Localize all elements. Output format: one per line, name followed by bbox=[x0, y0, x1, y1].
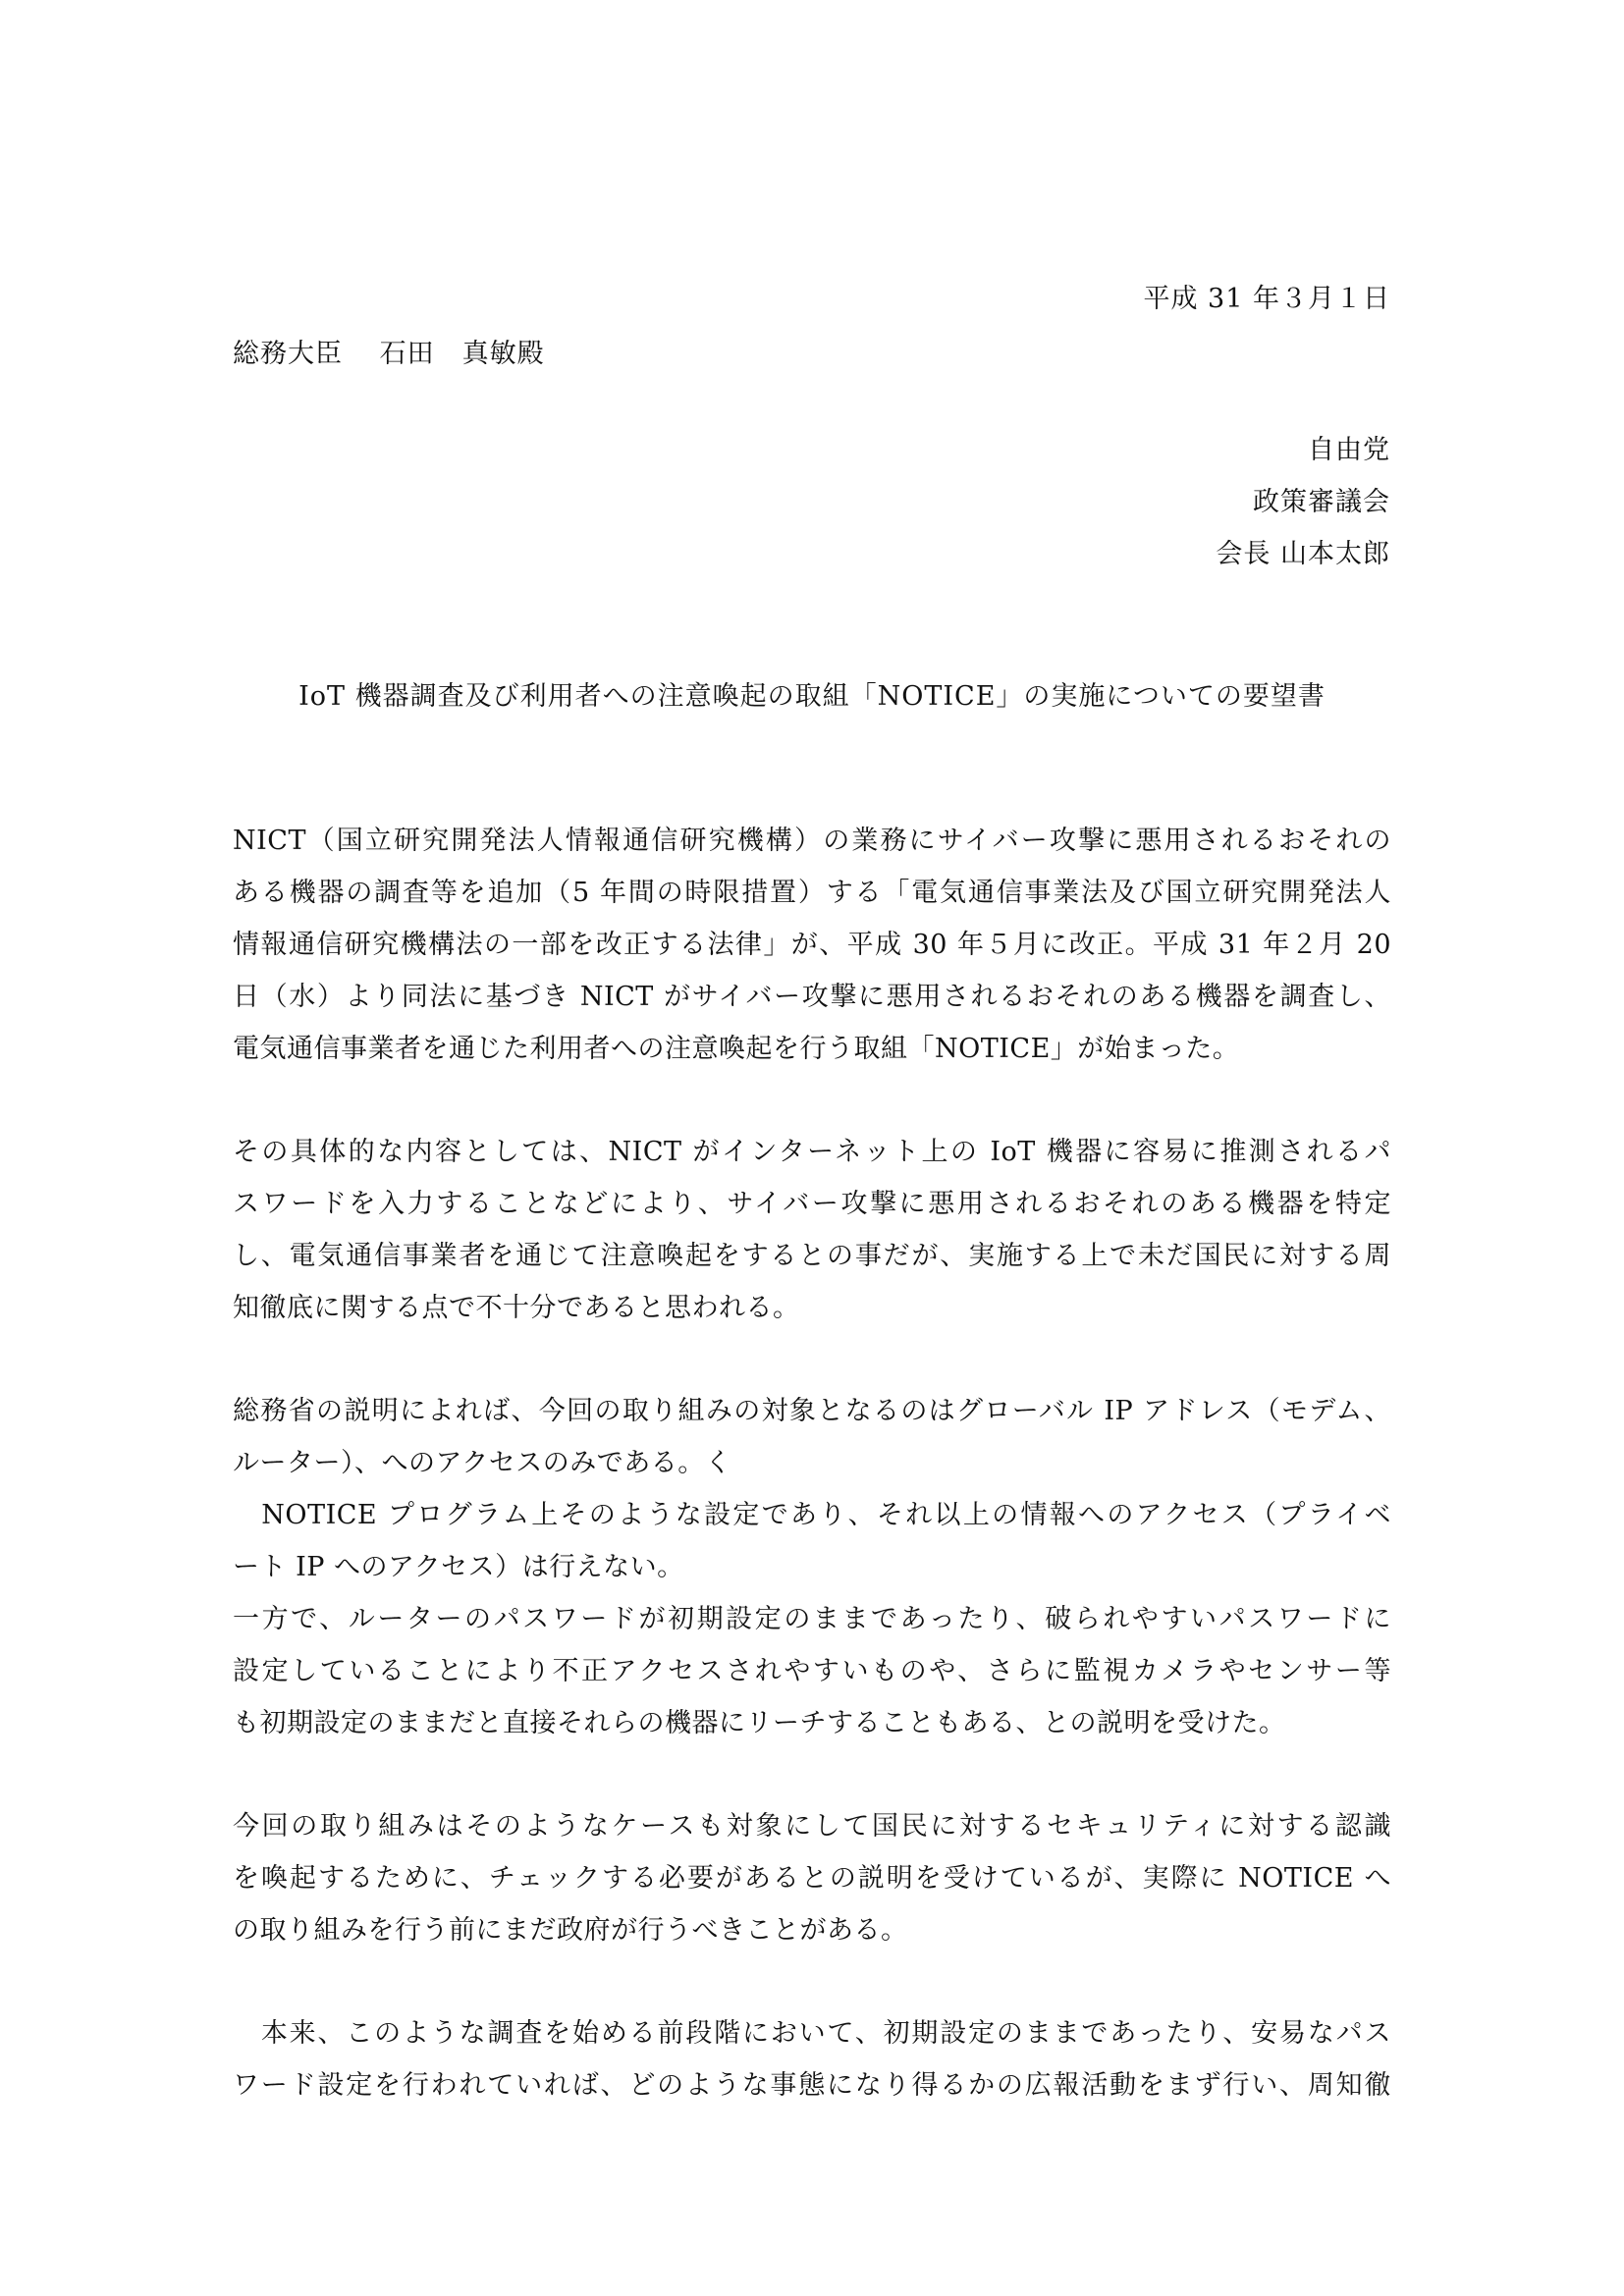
letter-body bbox=[233, 815, 1391, 2111]
sender-org: 自由党 bbox=[1308, 435, 1390, 465]
paragraph-line: ワード設定を行われていれば、どのような事態になり得るかの広報活動をまず行い、周知徹 bbox=[233, 2070, 1391, 2101]
paragraph-line: その具体的な内容としては、NICT がインターネット上の IoT 機器に容易に推測されるパ bbox=[233, 1137, 1391, 1167]
paragraph-line: を喚起するために、チェックする必要があるとの説明を受けているが、実際に NOTICE へ bbox=[233, 1863, 1391, 1894]
paragraph-line: 総務省の説明によれば、今回の取り組みの対象となるのはグローバル IP アドレス（モデム、 bbox=[233, 1396, 1391, 1426]
paragraph-line: 日（水）より同法に基づき NICT がサイバー攻撃に悪用されるおそれのある機器を調査し、 bbox=[233, 982, 1391, 1012]
paragraph bbox=[233, 815, 1391, 1075]
paragraph-line: 本来、このような調査を始める前段階において、初期設定のままであったり、安易なパス bbox=[233, 2018, 1391, 2049]
paragraph-line: NICT（国立研究開発法人情報通信研究機構）の業務にサイバー攻撃に悪用されるおそれの bbox=[233, 826, 1391, 856]
paragraph bbox=[233, 1126, 1391, 1334]
paragraph-line: も初期設定のままだと直接それらの機器にリーチすることもある、との説明を受けた。 bbox=[233, 1708, 1286, 1738]
paragraph-line: の取り組みを行う前にまだ政府が行うべきことがある。 bbox=[233, 1915, 908, 1946]
paragraph-line: 今回の取り組みはそのようなケースも対象にして国民に対するセキュリティに対する認識 bbox=[233, 1811, 1391, 1842]
paragraph-line: ルーター）、へのアクセスのみである。く bbox=[233, 1448, 732, 1478]
letter-subject: IoT 機器調査及び利用者への注意喚起の取組「NOTICE」の実施についての要望書 bbox=[298, 681, 1326, 712]
paragraph-line: ある機器の調査等を追加（5 年間の時限措置）する「電気通信事業法及び国立研究開発法人 bbox=[233, 878, 1391, 908]
paragraph bbox=[233, 2007, 1391, 2111]
paragraph-line: 一方で、ルーターのパスワードが初期設定のままであったり、破られやすいパスワードに bbox=[233, 1604, 1391, 1634]
addressee: 総務大臣 石田 真敏殿 bbox=[233, 339, 545, 369]
paragraph-line: 電気通信事業者を通じた利用者への注意喚起を行う取組「NOTICE」が始まった。 bbox=[233, 1034, 1240, 1064]
paragraph-line: スワードを入力することなどにより、サイバー攻撃に悪用されるおそれのある機器を特定 bbox=[233, 1189, 1391, 1219]
paragraph-line: 設定していることにより不正アクセスされやすいものや、さらに監視カメラやセンサー等 bbox=[233, 1656, 1391, 1686]
sender-block bbox=[1216, 424, 1390, 580]
paragraph-line: ート IP へのアクセス）は行えない。 bbox=[233, 1552, 684, 1582]
paragraph bbox=[233, 1385, 1391, 1749]
sender-chair: 会長 山本太郎 bbox=[1216, 539, 1390, 569]
letter-date: 平成 31 年３月１日 bbox=[1143, 284, 1390, 314]
paragraph-line: NOTICE プログラム上そのような設定であり、それ以上の情報へのアクセス（プライベ bbox=[233, 1500, 1391, 1530]
paragraph-line: 知徹底に関する点で不十分であると思われる。 bbox=[233, 1293, 800, 1323]
paragraph-line: 情報通信研究機構法の一部を改正する法律」が、平成 30 年５月に改正。平成 31 年２月 20 bbox=[233, 930, 1391, 960]
paragraph-line: し、電気通信事業者を通じて注意喚起をするとの事だが、実施する上で未だ国民に対する周 bbox=[233, 1241, 1391, 1271]
paragraph bbox=[233, 1800, 1391, 1956]
sender-committee: 政策審議会 bbox=[1253, 487, 1390, 517]
